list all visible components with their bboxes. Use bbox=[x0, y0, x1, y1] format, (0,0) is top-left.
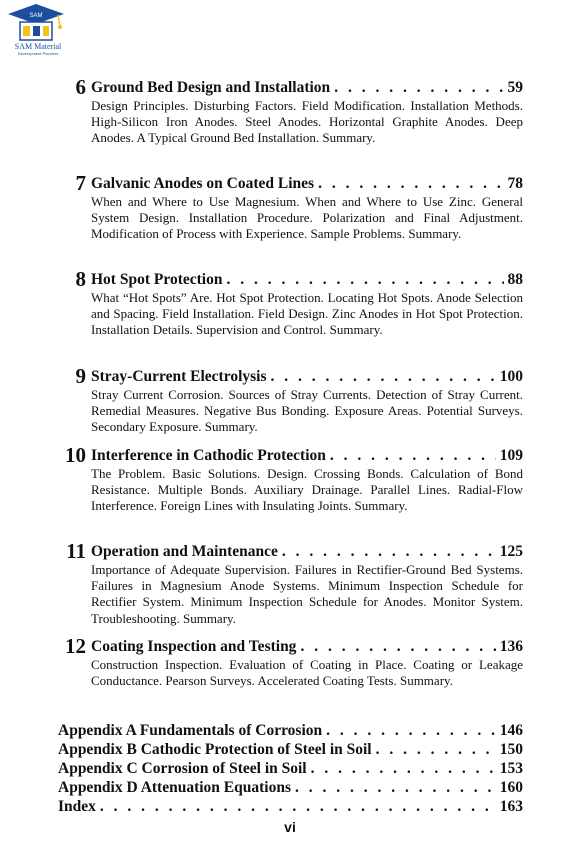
chapter-description: When and Where to Use Magnesium. When and Where to Use Zinc. General System Design. Installation Procedure. Polarization and Final Adjustment. Modification of Process with Experience. Sample Problems. Summary. bbox=[91, 194, 523, 242]
chapter-number: 10 bbox=[65, 443, 86, 467]
toc-index[interactable] bbox=[58, 797, 523, 816]
chapter-number: 9 bbox=[75, 364, 86, 388]
dot-leader bbox=[300, 637, 495, 656]
chapter-heading[interactable] bbox=[91, 542, 523, 561]
dot-leader bbox=[330, 446, 496, 465]
chapter-page: 109 bbox=[499, 447, 523, 464]
chapter-number: 12 bbox=[65, 634, 86, 658]
chapter-number: 11 bbox=[66, 539, 86, 563]
index-title: Index bbox=[58, 798, 96, 815]
chapter-title: Stray-Current Electrolysis bbox=[91, 368, 267, 385]
appendix-page: 146 bbox=[499, 722, 523, 739]
logo-badge: SAM bbox=[29, 13, 43, 19]
chapter-title: Coating Inspection and Testing bbox=[91, 638, 297, 655]
dot-leader bbox=[271, 367, 496, 386]
index-page: 163 bbox=[499, 798, 523, 815]
appendix-title: Appendix D Attenuation Equations bbox=[58, 779, 291, 796]
chapter-heading[interactable] bbox=[91, 270, 523, 289]
appendix-page: 150 bbox=[499, 741, 523, 758]
dot-leader bbox=[376, 740, 496, 759]
page-number: vi bbox=[284, 819, 296, 835]
toc-appendix-c[interactable] bbox=[58, 759, 523, 778]
graduation-cap-icon bbox=[6, 2, 66, 44]
dot-leader bbox=[226, 270, 503, 289]
chapter-description: The Problem. Basic Solutions. Design. Crossing Bonds. Calculation of Bond Resistance. Multiple Bonds. Auxiliary Drainage. Parallel Lines. Radial-Flow Interference. Foreign Lines with Insulating Joints. Summary. bbox=[91, 466, 523, 514]
chapter-page: 100 bbox=[499, 368, 523, 385]
toc-appendix-b[interactable] bbox=[58, 740, 523, 759]
chapter-title: Hot Spot Protection bbox=[91, 271, 223, 288]
toc-appendix-d[interactable] bbox=[58, 778, 523, 797]
dot-leader bbox=[311, 759, 496, 778]
chapter-page: 59 bbox=[507, 79, 523, 96]
logo-tagline: Development Pioneers bbox=[17, 51, 59, 56]
chapter-heading[interactable] bbox=[91, 367, 523, 386]
chapter-title: Galvanic Anodes on Coated Lines bbox=[91, 175, 315, 192]
chapter-description: Design Principles. Disturbing Factors. Field Modification. Installation Methods. High-Silicon Iron Anodes. Steel Anodes. Horizontal Graphite Anodes. Deep Anodes. A Typical Ground Bed Installation. Summary. bbox=[91, 98, 523, 146]
chapter-number: 6 bbox=[75, 75, 86, 99]
chapter-title: Ground Bed Design and Installation bbox=[91, 79, 331, 96]
chapter-heading[interactable] bbox=[91, 637, 523, 656]
appendix-title: Appendix C Corrosion of Steel in Soil bbox=[58, 760, 307, 777]
dot-leader bbox=[334, 78, 503, 97]
dot-leader bbox=[282, 542, 496, 561]
chapter-page: 125 bbox=[499, 543, 523, 560]
chapter-description: What “Hot Spots” Are. Hot Spot Protection. Locating Hot Spots. Anode Selection and Spacing. Field Installation. Field Design. Zinc Anodes in Hot Spot Protection. Installation Details. Supervision and Control. Summary. bbox=[91, 290, 523, 338]
chapter-description: Stray Current Corrosion. Sources of Stray Currents. Detection of Stray Current. Remedial Measures. Negative Bus Bonding. Exposure Areas. Potential Surveys. Secondary Exposure. Summary. bbox=[91, 387, 523, 435]
chapter-description: Construction Inspection. Evaluation of Coating in Place. Coating or Leakage Conductance. Pearson Surveys. Accelerated Coating Tests. Summary. bbox=[91, 657, 523, 689]
chapter-page: 88 bbox=[507, 271, 523, 288]
dot-leader bbox=[295, 778, 496, 797]
chapter-description: Importance of Adequate Supervision. Failures in Rectifier-Ground Bed Systems. Failures in Magnesium Anode Systems. Minimum Inspection Schedule for Rectifier System. Minimum Inspection Schedule for Anodes. Monitor System. Troubleshooting. Summary. bbox=[91, 562, 523, 626]
chapter-title: Operation and Maintenance bbox=[91, 543, 278, 560]
logo-name: SAM Material bbox=[14, 42, 62, 51]
chapter-number: 7 bbox=[75, 171, 86, 195]
chapter-heading[interactable] bbox=[91, 174, 523, 193]
appendix-page: 153 bbox=[499, 760, 523, 777]
sam-material-logo bbox=[6, 2, 66, 56]
appendix-title: Appendix A Fundamentals of Corrosion bbox=[58, 722, 323, 739]
chapter-heading[interactable] bbox=[91, 78, 523, 97]
appendix-page: 160 bbox=[499, 779, 523, 796]
chapter-number: 8 bbox=[75, 267, 86, 291]
dot-leader bbox=[100, 797, 496, 816]
dot-leader bbox=[318, 174, 503, 193]
dot-leader bbox=[326, 721, 496, 740]
chapter-title: Interference in Cathodic Protection bbox=[91, 447, 326, 464]
toc-appendix-a[interactable] bbox=[58, 721, 523, 740]
appendix-title: Appendix B Cathodic Protection of Steel in Soil bbox=[58, 741, 372, 758]
chapter-page: 136 bbox=[499, 638, 523, 655]
chapter-heading[interactable] bbox=[91, 446, 523, 465]
chapter-page: 78 bbox=[507, 175, 523, 192]
